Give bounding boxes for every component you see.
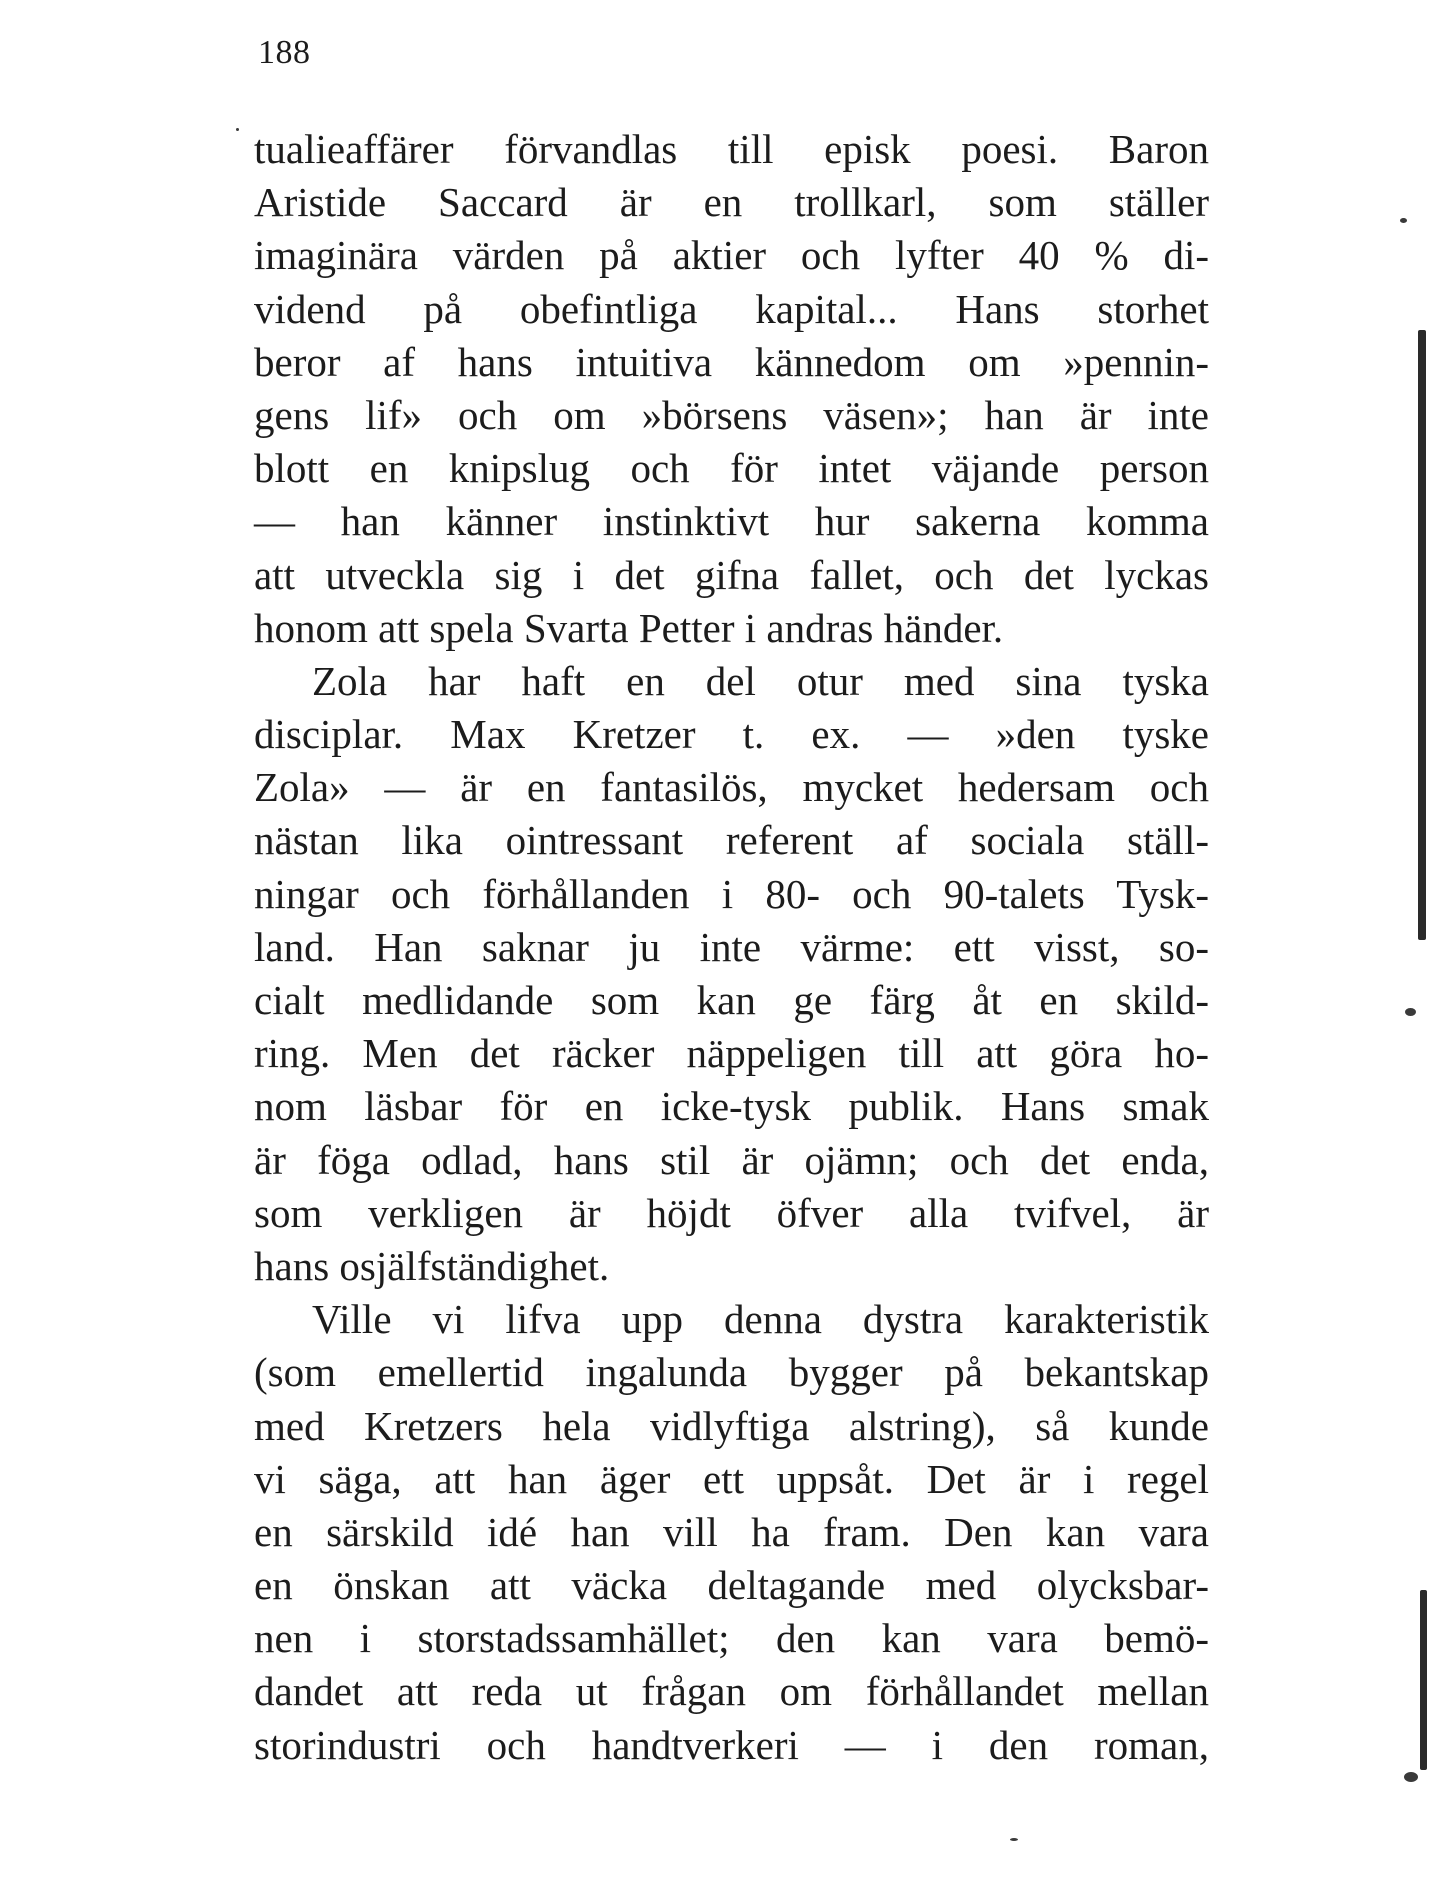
text-line: en önskan att väcka deltagande med olycksbar- — [254, 1562, 1209, 1609]
text-line: som verkligen är höjdt öfver alla tvifvel, är — [254, 1189, 1209, 1236]
text-line: hans osjälfständighet. — [254, 1242, 610, 1289]
text-line: — han känner instinktivt hur sakerna komma — [254, 498, 1209, 545]
text-line: Aristide Saccard är en trollkarl, som ställer — [254, 179, 1209, 226]
scan-edge-mark — [1418, 330, 1426, 940]
text-line: land. Han saknar ju inte värme: ett visst, so- — [254, 923, 1209, 970]
text-line: med Kretzers hela vidlyftiga alstring), så kunde — [254, 1402, 1209, 1449]
text-line: imaginära värden på aktier och lyfter 40 % di- — [254, 232, 1209, 279]
text-line: cialt medlidande som kan ge färg åt en skild- — [254, 977, 1209, 1023]
paragraph-start-line: Zola har haft en del otur med sina tyska — [312, 657, 1209, 704]
scan-speck — [1010, 1838, 1018, 1841]
body-text — [254, 123, 1209, 1772]
text-line: vi säga, att han äger ett uppsåt. Det är i regel — [254, 1455, 1209, 1502]
paragraph-start-line: Ville vi lifva upp denna dystra karakteristik — [312, 1296, 1209, 1343]
text-line: nen i storstadssamhället; den kan vara bemö- — [254, 1615, 1209, 1662]
text-line: ring. Men det räcker näppeligen till att göra ho- — [254, 1030, 1209, 1077]
text-line: dandet att reda ut frågan om förhållandet mellan — [254, 1668, 1209, 1715]
scan-edge-mark — [1420, 1590, 1427, 1770]
page-number: 188 — [258, 34, 311, 71]
text-line: disciplar. Max Kretzer t. ex. — »den tyske — [254, 711, 1209, 758]
scan-speck — [1404, 1772, 1418, 1782]
text-line: att utveckla sig i det gifna fallet, och det lyckas — [254, 551, 1209, 598]
text-line: en särskild idé han vill ha fram. Den kan vara — [254, 1508, 1209, 1555]
text-line: beror af hans intuitiva kännedom om »pennin- — [254, 338, 1209, 385]
text-line: blott en knipslug och för intet väjande person — [254, 445, 1209, 492]
scan-speck — [1405, 1008, 1416, 1016]
text-line: honom att spela Svarta Petter i andras händer. — [254, 604, 1004, 651]
text-line: tualieaffärer förvandlas till episk poesi. Baron — [254, 126, 1209, 172]
scan-speck — [236, 128, 239, 131]
text-line: är föga odlad, hans stil är ojämn; och det enda, — [254, 1136, 1209, 1183]
text-line: nom läsbar för en icke-tysk publik. Hans smak — [254, 1083, 1209, 1130]
text-line: (som emellertid ingalunda bygger på bekantskap — [254, 1349, 1209, 1396]
text-line: nästan lika ointressant referent af sociala ställ- — [254, 817, 1209, 864]
text-line: gens lif» och om »börsens väsen»; han är inte — [254, 391, 1209, 438]
text-line: Zola» — är en fantasilös, mycket hedersam och — [254, 764, 1209, 811]
scan-speck — [1400, 218, 1407, 223]
text-line: storindustri och handtverkeri — i den roman, — [254, 1721, 1209, 1768]
text-line: ningar och förhållanden i 80- och 90-talets Tysk- — [254, 870, 1209, 917]
text-line: vidend på obefintliga kapital... Hans storhet — [254, 285, 1209, 332]
